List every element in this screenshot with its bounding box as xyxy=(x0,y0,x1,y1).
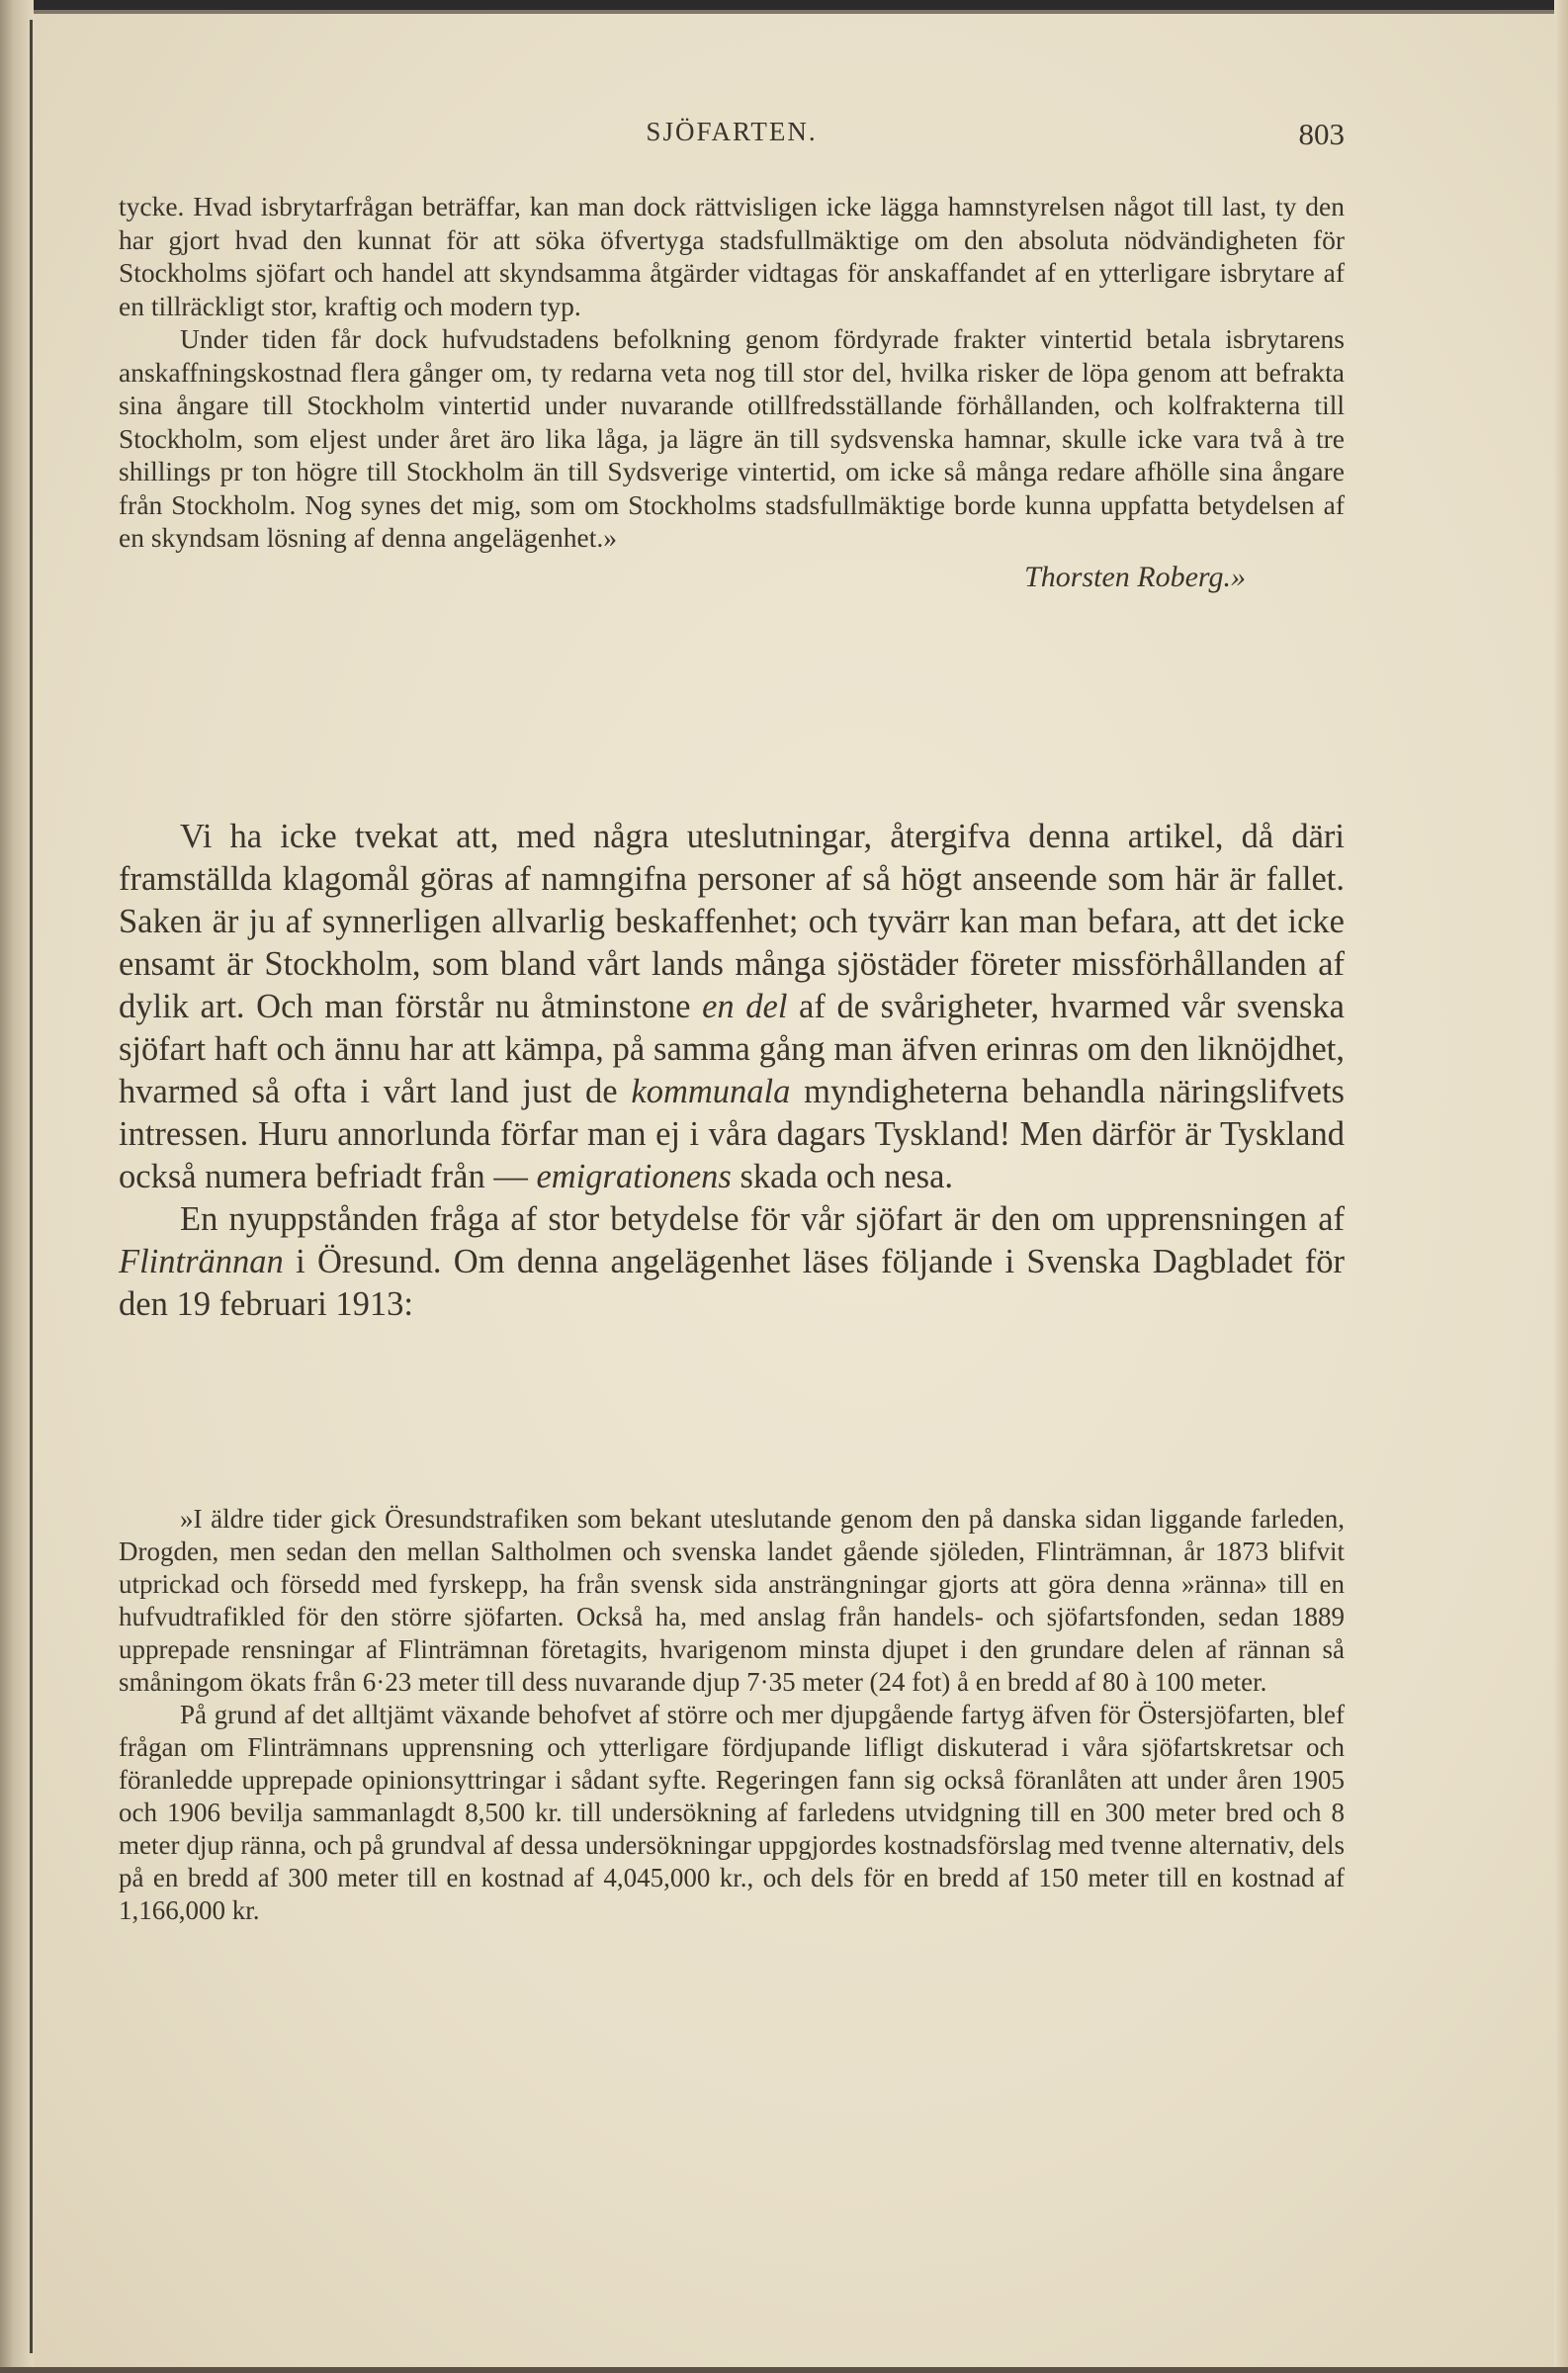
main-p1-text-c: myndigheterna behandla näringslifvets intressen. Huru annorlunda förfar man ej i våra dagars Tyskland! Men därför är Tyskland också numera befriadt från — xyxy=(119,1073,1345,1195)
page-number: 803 xyxy=(1298,117,1345,151)
main-p2-text-a: En nyuppstånden fråga af stor betydelse för vår sjöfart är den om upprensningen af xyxy=(180,1200,1345,1238)
main-p1-emphasis-3: emigrationens xyxy=(536,1158,732,1195)
main-p1-text-a: Vi ha icke tvekat att, med några uteslutningar, återgifva denna artikel, då däri framställda klagomål göras af namngifna personer af så högt anseende som här är fallet. Saken är ju af synnerligen allvarlig beskaffenhet; och tyvärr kan man befara, att det icke ensamt är Stockholm, som bland vårt lands många sjöstäder företer missförhållanden af dylik art. Och man förstår nu åtminstone xyxy=(119,818,1345,1025)
quote-paragraph-1: »I äldre tider gick Öresundstrafiken som bekant uteslutande genom den på danska sidan liggande farleden, Drogden, men sedan den mellan Saltholmen och svenska landet gående sjöleden, Flinträmnan, år 1873 blifvit utprickad och försedd med fyrskepp, ha från svensk sida ansträngningar gjorts att göra denna »ränna» till en hufvudtrafikled för den större sjöfarten. Också ha, med anslag från handels- och sjöfartsfonden, sedan 1889 upprepade rensningar af Flinträmnan företagits, hvarigenom minsta djupet i den grundare delen af rännan så småningom ökats från 6·23 meter till dess nuvarande djup 7·35 meter (24 fot) å en bredd af 80 à 100 meter. xyxy=(119,1504,1345,1697)
main-p1-emphasis-1: en del xyxy=(702,988,788,1025)
main-paragraph-2 xyxy=(119,1198,1345,1326)
running-header xyxy=(119,117,1345,156)
letter-paragraph-1: tycke. Hvad isbrytarfrågan beträffar, kan man dock rättvisligen icke lägga hamnstyrelsen något till last, ty den har gjort hvad den kunnat för att söka öfvertyga stadsfullmäktige om den absoluta nödvändigheten för Stockholms sjöfart och handel att skyndsamma åtgärder vidtagas för anskaffandet af en ytterligare isbrytare af en tillräckligt stor, kraftig och modern typ. xyxy=(119,191,1345,321)
spine-line xyxy=(30,20,33,2353)
main-p2-emphasis: Flintrännan xyxy=(119,1243,284,1280)
book-spine xyxy=(0,0,34,2373)
main-text-block xyxy=(119,816,1345,1326)
page-right-edge xyxy=(1554,0,1568,2373)
main-p2-text-b: i Öresund. Om denna angelägenhet läses följande i Svenska Dagbladet för den 19 februari 1913: xyxy=(119,1243,1345,1323)
main-paragraph-1 xyxy=(119,816,1345,1198)
top-edge-shadow xyxy=(0,10,1568,14)
top-edge xyxy=(0,0,1568,10)
bottom-edge xyxy=(0,2367,1568,2373)
letter-signature: Thorsten Roberg.» xyxy=(1024,560,1246,593)
letter-block xyxy=(119,190,1345,593)
running-title: SJÖFARTEN. xyxy=(646,117,818,146)
quote-paragraph-2: På grund af det alltjämt växande behofvet af större och mer djupgående fartyg äfven för Östersjöfarten, blef frågan om Flinträmnans upprensning och ytterligare fördjupande lifligt diskuterad i våra sjöfartskretsar och föranledde upprepade opinionsyttringar i sådant syfte. Regeringen fann sig också föranlåten att under åren 1905 och 1906 bevilja sammanlagdt 8,500 kr. till undersökning af farledens utvidgning till en 300 meter bred och 8 meter djup ränna, och på grundval af dessa undersökningar uppgjordes kostnadsförslag med tvenne alternativ, dels på en bredd af 300 meter till en kostnad af 4,045,000 kr., och dels för en bredd af 150 meter till en kostnad af 1,166,000 kr. xyxy=(119,1700,1345,1925)
letter-paragraph-2: Under tiden får dock hufvudstadens befolkning genom fördyrade frakter vintertid betala isbrytarens anskaffningskostnad flera gånger om, ty redarna veta nog till stor del, hvilka risker de löpa genom att befrakta sina ångare till Stockholm vintertid under nuvarande otillfredsställande förhållanden, och kolfrakterna till Stockholm, som eljest under året äro lika låga, ja lägre än till sydsvenska hamnar, skulle icke vara två à tre shillings pr ton högre till Stockholm än till Sydsverige vintertid, om icke så många redare afhölle sina ångare från Stockholm. Nog synes det mig, som om Stockholms stadsfullmäktige borde kunna uppfatta betydelsen af en skyndsam lösning af denna angelägenhet.» xyxy=(119,323,1345,553)
main-p1-emphasis-2: kommunala xyxy=(631,1073,791,1110)
quote-block xyxy=(119,1503,1345,1927)
main-p1-text-d: skada och nesa. xyxy=(731,1158,954,1195)
main-p1-text-b: af de svårigheter, hvarmed vår svenska sjöfart haft och ännu har att kämpa, på samma gång man äfven erinras om den liknöjdhet, hvarmed så ofta i vårt land just de xyxy=(119,988,1345,1110)
